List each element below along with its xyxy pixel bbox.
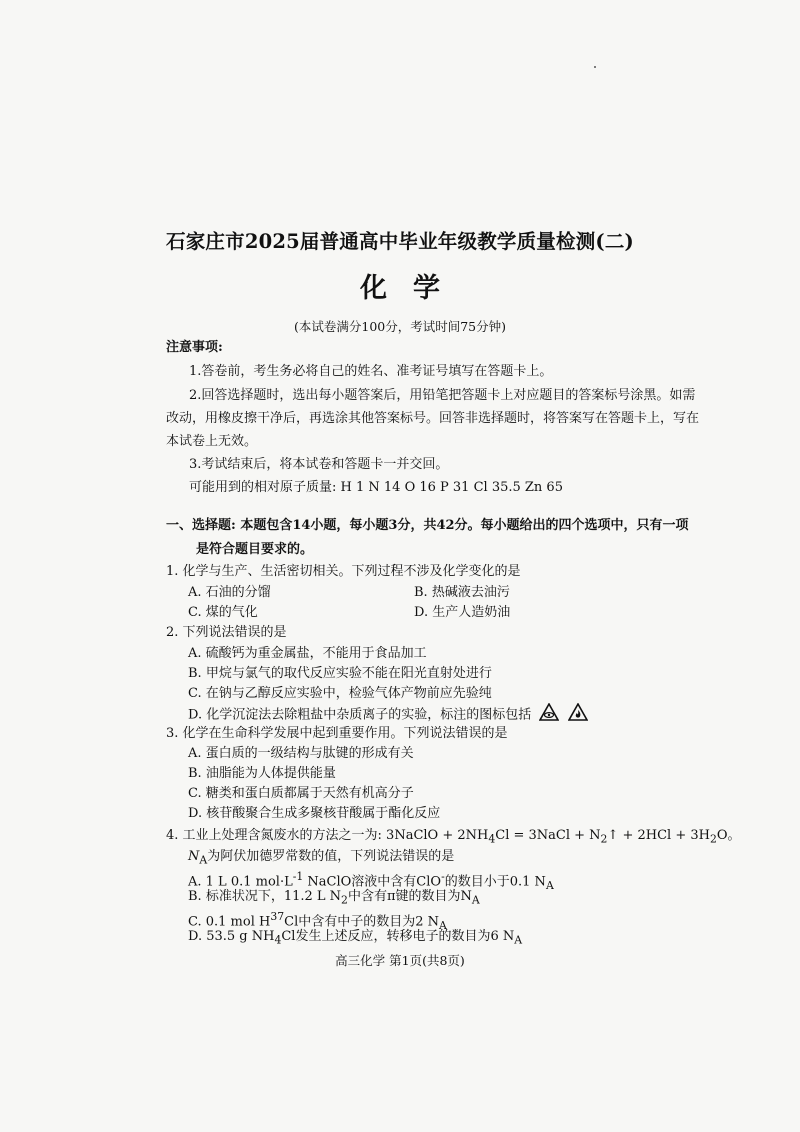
q3-stem: 3. 化学在生命科学发展中起到重要作用。下列说法错误的是: [166, 726, 508, 741]
q4-option-d: D. 53.5 g $NH_4Cl$发生上述反应，转移电子的数目为6 $N_A$: [188, 929, 523, 947]
flame-warning-icon: [568, 703, 588, 727]
notes-heading: 注意事项:: [166, 340, 223, 355]
q2-option-a: A. 硫酸钙为重金属盐，不能用于食品加工: [188, 646, 427, 661]
q1-option-b: B. 热碱液去油污: [414, 585, 510, 600]
note-2a: 2.回答选择题时，选出每小题答案后，用铅笔把答题卡上对应题目的答案标号涂黑。如需: [189, 388, 696, 403]
q1-option-c: C. 煤的气化: [188, 605, 258, 620]
exam-title: 石家庄市2025届普通高中毕业年级教学质量检测(二): [166, 230, 634, 253]
note-3: 3.考试结束后，将本试卷和答题卡一并交回。: [189, 457, 449, 472]
eye-protection-icon: [539, 703, 559, 727]
q2-stem: 2. 下列说法错误的是: [166, 625, 287, 640]
atomic-masses: 可能用到的相对原子质量: H 1 N 14 O 16 P 31 Cl 35.5 Zn 65: [189, 480, 563, 495]
note-2c: 本试卷上无效。: [166, 434, 258, 449]
q1-option-d: D. 生产人造奶油: [414, 605, 511, 620]
q4-stem: 4. 工业上处理含氮废水的方法之一为: 3NaClO + $2NH_4Cl$ = 3NaCl + $N_2↑ + 2HCl + 3H_2O$。: [166, 828, 741, 846]
q3-option-a: A. 蛋白质的一级结构与肽键的形成有关: [188, 746, 414, 761]
q4-option-c: C. 0.1 mol $H^{37}Cl$中含有中子的数目为2 $N_A$: [188, 910, 447, 932]
q2-option-c: C. 在钠与乙醇反应实验中，检验气体产物前应先验纯: [188, 686, 492, 701]
subject-title: 化学: [360, 273, 466, 304]
q1-stem: 1. 化学与生产、生活密切相关。下列过程不涉及化学变化的是: [166, 564, 521, 579]
q3-option-d: D. 核苷酸聚合生成多聚核苷酸属于酯化反应: [188, 806, 441, 821]
q4-na-line: $N_A$为阿伏加德罗常数的值，下列说法错误的是: [188, 849, 455, 867]
q2-option-d: D. 化学沉淀法去除粗盐中杂质离子的实验，标注的图标包括: [188, 707, 532, 723]
note-1: 1.答卷前，考生务必将自己的姓名、准考证号填写在答题卡上。: [189, 364, 553, 379]
q3-option-b: B. 油脂能为人体提供能量: [188, 766, 336, 781]
note-2b: 改动，用橡皮擦干净后，再选涂其他答案标号。回答非选择题时，将答案写在答题卡上，写在: [166, 411, 700, 426]
scan-speck: [594, 66, 596, 68]
section-heading-2: 是符合题目要求的。: [196, 542, 314, 557]
section-heading-1: 一、选择题: 本题包含14小题，每小题3分，共42分。每小题给出的四个选项中，只有一项: [166, 518, 689, 533]
q2-option-d-row: [188, 703, 588, 727]
q1-option-a: A. 石油的分馏: [188, 585, 271, 600]
q2-option-b: B. 甲烷与氯气的取代反应实验不能在阳光直射处进行: [188, 666, 492, 681]
q4-option-a: A. 1 L 0.1 $mol\cdot L^{-1}$ NaClO溶液中含有ClO-的数目小于0.1 $N_A$: [188, 870, 554, 892]
q4-option-b: B. 标准状况下，11.2 L $N_2$中含有π键的数目为$N_A$: [188, 889, 480, 907]
page-footer: 高三化学 第1页(共8页): [335, 953, 465, 968]
q3-option-c: C. 糖类和蛋白质都属于天然有机高分子: [188, 786, 414, 801]
exam-meta: (本试卷满分100分，考试时间75分钟): [293, 319, 507, 334]
